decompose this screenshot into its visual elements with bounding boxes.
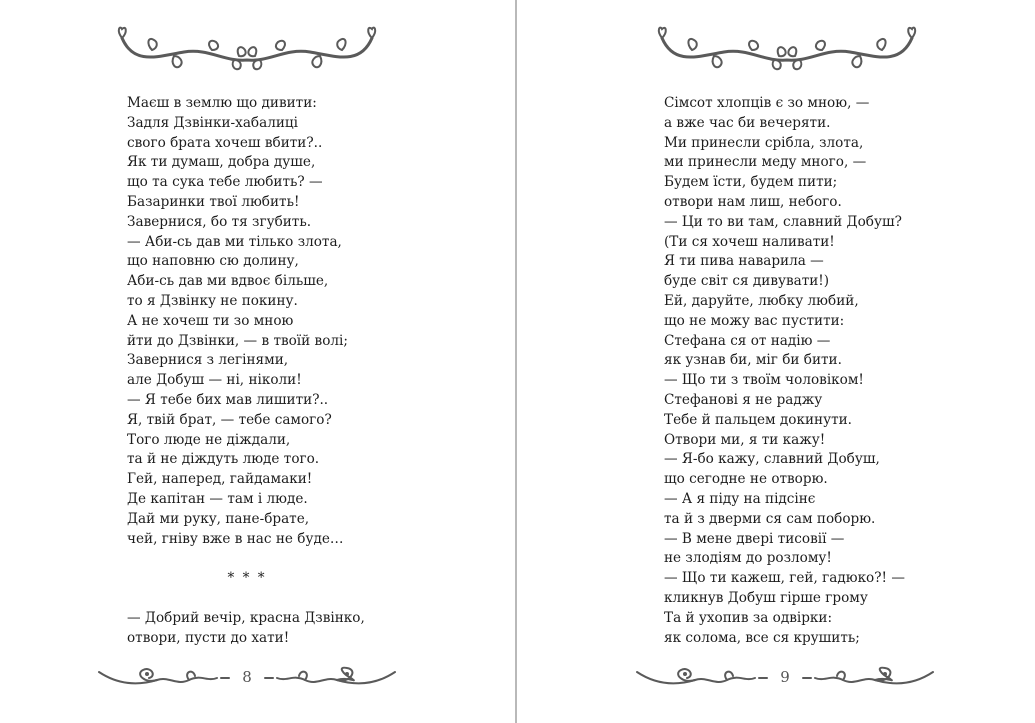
poem-line: то я Дзвінку не покину. [127,292,298,309]
poem-line: Ми принесли срібла, злота, [664,134,864,151]
poem-line: Стефанові я не раджу [664,391,823,408]
poem-line: — Аби-сь дав ми тілько злота, [127,233,342,250]
poem-line: Завернися, бо тя згубить. [127,213,312,230]
poem-line: чей, гніву вже в нас не буде… [127,530,344,547]
poem-line: — А я піду на підсінє [664,490,816,507]
poem-line: а вже час би вечеряти. [664,114,831,131]
poem-line: Ей, даруйте, любку любий, [664,292,859,309]
poem-line: Сімсот хлопців є зо мною, — [664,95,870,111]
poem-line: Я, твій брат, — тебе самого? [127,411,332,428]
poem-line: Будем їсти, будем пити; [664,174,838,191]
poem-line: буде світ ся дивувати!) [664,273,830,290]
poem-line: що сегодне не отворю. [664,471,828,488]
poem-line: та й з дверми ся сам поборю. [664,510,876,527]
poem-line: як узнав би, міг би бити. [664,352,842,369]
poem-line: Завернися з легінями, [127,352,289,369]
poem-line: Маєш в землю що дивити: [127,95,317,111]
section-separator: * * * [227,570,267,587]
poem-line: не злодіям до розлому! [664,550,832,567]
poem-line: — Ци то ви там, славний Добуш? [664,213,902,230]
stanza-gap [127,549,367,569]
poem-line: (Ти ся хочеш наливати! [664,233,835,250]
poem-line: що не можу вас пустити: [664,312,845,329]
vine-ornament-icon [114,26,380,78]
poem-line: А не хочеш ти зо мною [127,312,294,329]
poem-line: Отвори ми, я ти кажу! [664,431,826,448]
poem-line: Того люде не діждали, [127,431,291,448]
poem-line: — Я-бо кажу, славний Добуш, [664,451,880,468]
poem-line: отвори нам лиш, небого. [664,193,842,210]
poem-line: Я ти пива наварила — [664,253,824,270]
poem-line: Гей, наперед, гайдамаки! [127,471,313,488]
poem-line: Задля Дзвінки-хабалиці [127,114,298,131]
poem-line: Дай ми руку, пане-брате, [127,510,310,527]
page-number: 8 [242,668,252,686]
poem-line: отвори, пусти до хати! [127,629,290,646]
right-page [518,0,1035,723]
poem-line: що та сука тебе любить? — [127,174,323,191]
poem-line: Стефана ся от надію — [664,332,831,349]
page-number: 9 [780,668,790,686]
poem-line: — Що ти з твоїм чоловіком! [664,372,864,389]
poem-line: Та й ухопив за одвірки: [664,609,833,626]
poem-line: — Що ти кажеш, гей, гадюко?! — [664,570,905,587]
poem-line: але Добуш — ні, ніколи! [127,372,302,389]
poem-line: ми принесли меду много, — [664,154,867,171]
poem-line: Тебе й пальцем докинути. [664,411,852,428]
poem-line: Базаринки твої любить! [127,193,300,210]
poem-line: — В мене двері тисовії — [664,530,845,547]
poem-line: кликнув Добуш гірше грому [664,589,868,606]
poem-line: Аби-сь дав ми вдвоє більше, [127,273,329,290]
poem-line: та й не діждуть люде того. [127,451,320,468]
poem-line: йти до Дзвінки, — в твоїй волі; [127,332,348,349]
poem-line: Як ти думаш, добра душе, [127,154,316,171]
poem-line: що наповню сю долину, [127,253,299,270]
poem-line: — Добрий вечір, красна Дзвінко, [127,609,365,626]
vine-ornament-icon [654,26,920,78]
stanza-gap [127,589,367,609]
poem-line: свого брата хочеш вбити?.. [127,134,323,151]
book-gutter [515,0,517,723]
poem-line: — Я тебе бих мав лишити?.. [127,391,329,408]
poem-text-right [664,94,905,648]
poem-line: Де капітан — там і люде. [127,490,308,507]
left-page [0,0,516,723]
poem-text-left [127,94,367,648]
poem-line: як солома, все ся крушить; [664,629,860,646]
